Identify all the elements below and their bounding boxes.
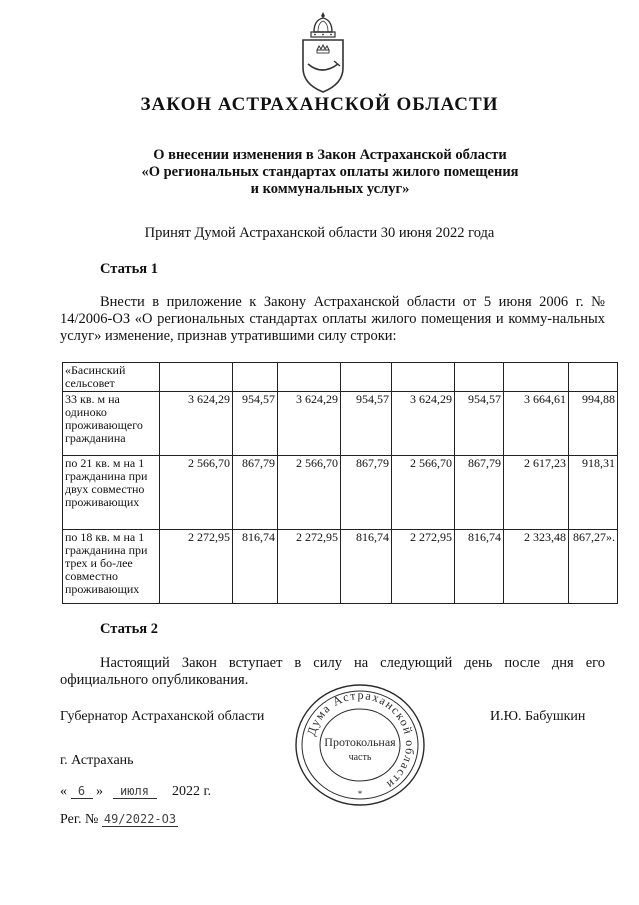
date-quote-open: « bbox=[60, 784, 67, 799]
seal-stamp bbox=[292, 682, 428, 808]
date-year: 2022 г. bbox=[172, 784, 212, 799]
table-cell-value: 918,31 bbox=[569, 456, 618, 530]
table-cell-value: 816,74 bbox=[341, 530, 392, 604]
law-title: ЗАКОН АСТРАХАНСКОЙ ОБЛАСТИ bbox=[140, 94, 499, 115]
table-row bbox=[63, 530, 618, 604]
article-2-text: Настоящий Закон вступает в силу на следующий день после дня его официального опубликования. bbox=[60, 655, 605, 688]
date-day: 6 bbox=[71, 784, 93, 799]
table-cell-empty bbox=[392, 363, 455, 392]
star-icon: * bbox=[357, 789, 363, 799]
table-cell-value: 3 624,29 bbox=[278, 392, 341, 456]
table-cell-empty bbox=[160, 363, 233, 392]
table-cell-value: 3 624,29 bbox=[392, 392, 455, 456]
table-cell-empty bbox=[455, 363, 504, 392]
table-cell-value: 2 272,95 bbox=[160, 530, 233, 604]
table-cell-label: 33 кв. м на одиноко проживающего гражданина bbox=[63, 392, 160, 456]
table-cell-value: 994,88 bbox=[569, 392, 618, 456]
table-cell-value: 954,57 bbox=[455, 392, 504, 456]
adoption-note: Принят Думой Астраханской области 30 июня 2022 года bbox=[144, 225, 495, 241]
subtitle-line-1: О внесении изменения в Закон Астраханской области bbox=[153, 147, 507, 163]
coat-of-arms-icon bbox=[298, 10, 348, 94]
subtitle-line-2: «О региональных стандартах оплаты жилого помещения bbox=[141, 164, 519, 180]
reg-number: 49/2022-ОЗ bbox=[103, 812, 177, 826]
seal-inner-line-2: часть bbox=[348, 752, 372, 763]
table-cell-value: 2 566,70 bbox=[392, 456, 455, 530]
date-quote-close: » bbox=[96, 784, 103, 799]
table-cell-value: 2 272,95 bbox=[278, 530, 341, 604]
signer-name: И.Ю. Бабушкин bbox=[490, 709, 586, 724]
table-cell-label: по 21 кв. м на 1 гражданина при двух совместно проживающих bbox=[63, 456, 160, 530]
table-cell-label: по 18 кв. м на 1 гражданина при трех и бо-лее совместно проживающих bbox=[63, 530, 160, 604]
table-cell-value: 867,79 bbox=[341, 456, 392, 530]
table-row bbox=[63, 456, 618, 530]
city-name: г. Астрахань bbox=[60, 753, 134, 768]
table-cell-value: 3 664,61 bbox=[504, 392, 569, 456]
table-cell-value: 867,79 bbox=[233, 456, 278, 530]
table-cell-empty bbox=[341, 363, 392, 392]
seal-inner-line-1: Протокольная bbox=[324, 735, 396, 749]
table-cell-value: 954,57 bbox=[233, 392, 278, 456]
table-cell-value: 2 566,70 bbox=[278, 456, 341, 530]
rates-table bbox=[62, 362, 618, 604]
date-month: июля bbox=[113, 784, 157, 799]
table-cell-value: 867,79 bbox=[455, 456, 504, 530]
table-cell-empty bbox=[278, 363, 341, 392]
table-cell-empty bbox=[569, 363, 618, 392]
table-cell-value: 2 272,95 bbox=[392, 530, 455, 604]
table-cell-district: «Басинский сельсовет bbox=[63, 363, 160, 392]
reg-prefix: Рег. № bbox=[60, 812, 99, 827]
table-row bbox=[63, 392, 618, 456]
article-2-heading: Статья 2 bbox=[100, 621, 158, 637]
article-1-heading: Статья 1 bbox=[100, 261, 158, 277]
subtitle-line-3: и коммунальных услуг» bbox=[250, 181, 410, 197]
seal-outer-text: Дума Астраханской области bbox=[304, 687, 418, 793]
signing-date bbox=[60, 784, 211, 800]
registration-number bbox=[60, 812, 178, 828]
article-1-text: Внести в приложение к Закону Астраханской области от 5 июня 2006 г. № 14/2006-ОЗ «О региональных стандартах оплаты жилого помещения и комму-нальных услуг» изменение, признав утратившими силу строки: bbox=[60, 294, 605, 344]
law-subtitle bbox=[90, 147, 570, 198]
table-cell-value: 954,57 bbox=[341, 392, 392, 456]
governor-title: Губернатор Астраханской области bbox=[60, 709, 265, 724]
table-cell-value: 3 624,29 bbox=[160, 392, 233, 456]
table-cell-value: 2 323,48 bbox=[504, 530, 569, 604]
table-cell-value: 2 617,23 bbox=[504, 456, 569, 530]
table-cell-value: 816,74 bbox=[233, 530, 278, 604]
table-cell-value: 2 566,70 bbox=[160, 456, 233, 530]
table-cell-value: 816,74 bbox=[455, 530, 504, 604]
table-cell-value: 867,27». bbox=[569, 530, 618, 604]
table-cell-empty bbox=[233, 363, 278, 392]
table-row bbox=[63, 363, 618, 392]
table-cell-empty bbox=[504, 363, 569, 392]
